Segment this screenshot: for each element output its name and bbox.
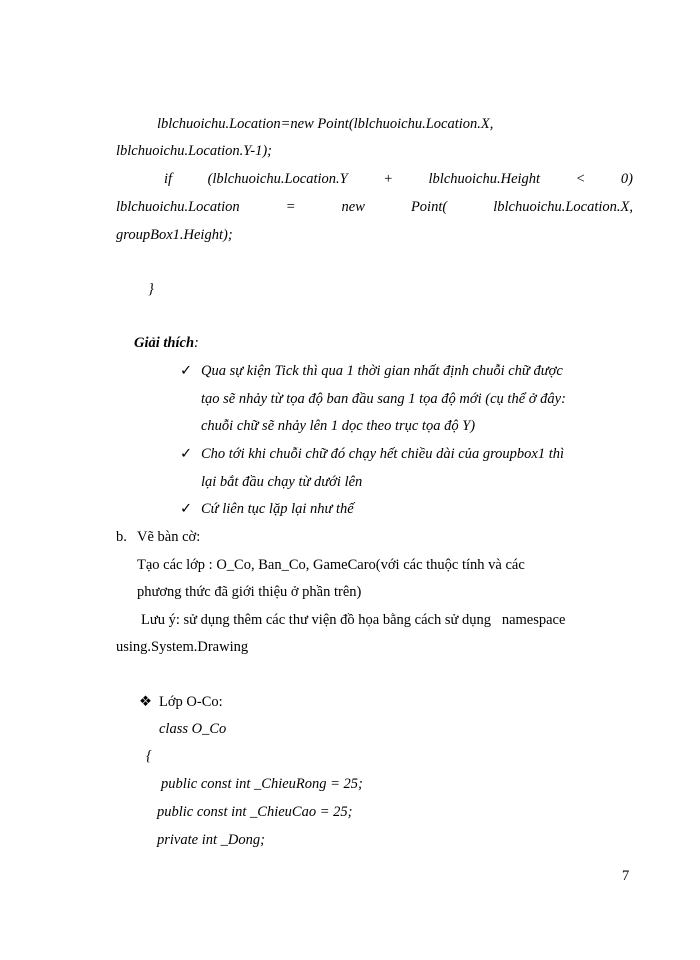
explain-heading [134,333,199,353]
code-assign-equals: = [285,199,296,215]
explain-heading-colon: : [194,335,199,351]
code-line-location-y: lblchuoichu.Location.Y-1); [116,143,272,159]
check-icon: ✓ [180,363,193,379]
section-b-title: Vẽ bàn cờ: [137,529,201,545]
explain-heading-text: Giải thích [134,335,195,351]
explain-item-1-line-2: tạo sẽ nhảy từ tọa độ ban đầu sang 1 tọa độ mới (cụ thể ở đây: [201,391,566,407]
code-if-operand-b: lblchuoichu.Height [428,171,541,187]
explain-item-2-line-2: lại bắt đầu chạy từ dưới lên [201,474,363,490]
explain-item-1-line-3: chuỗi chữ sẽ nhảy lên 1 dọc theo trục tọa độ Y) [201,418,476,434]
code-line-if [164,169,633,189]
check-icon: ✓ [180,446,193,462]
code-if-operand-a: (lblchuoichu.Location.Y [207,171,348,187]
code-closing-brace: } [148,281,154,297]
explain-item-3: Cứ liên tục lặp lại như thế [201,501,354,517]
code-if-zero: 0) [620,171,633,187]
code-assign-point: Point( [410,199,448,215]
code-line-location-new-point: lblchuoichu.Location=new Point(lblchuoichu.Location.X, [157,116,494,132]
class-section-title: Lớp O-Co: [159,694,223,710]
class-code-line-2: { [146,748,152,764]
section-b-label: b. [116,529,127,545]
code-if-plus: + [383,171,394,187]
code-assign-target: lblchuoichu.Location [116,199,240,215]
class-code-line-5: private int _Dong; [157,832,265,848]
explain-item-2-line-1: Cho tới khi chuỗi chữ đó chạy hết chiều dài của groupbox1 thì [201,446,565,462]
section-b-paragraph-1-line-2: phương thức đã giới thiệu ở phần trên) [137,584,362,600]
class-code-line-4: public const int _ChieuCao = 25; [157,804,353,820]
code-assign-new: new [341,199,365,215]
check-icon: ✓ [180,501,193,517]
code-if-less-than: < [575,171,586,187]
code-line-height: groupBox1.Height); [116,227,233,243]
code-if-keyword: if [164,171,173,187]
class-code-line-3: public const int _ChieuRong = 25; [161,776,363,792]
section-b-note-line-2: using.System.Drawing [116,639,249,655]
class-code-line-1: class O_Co [159,721,227,737]
page-number: 7 [622,868,630,884]
code-line-assign [116,197,633,217]
section-b-paragraph-1-line-1: Tạo các lớp : O_Co, Ban_Co, GameCaro(với các thuộc tính và các [137,557,525,573]
explain-item-1-line-1: Qua sự kiện Tick thì qua 1 thời gian nhất định chuỗi chữ được [201,363,563,379]
section-b-note-line-1: Lưu ý: sử dụng thêm các thư viện đồ họa bằng cách sử dụng namespace [141,612,566,628]
code-assign-x: lblchuoichu.Location.X, [493,199,633,215]
diamond-bullet-icon: ❖ [139,694,152,710]
